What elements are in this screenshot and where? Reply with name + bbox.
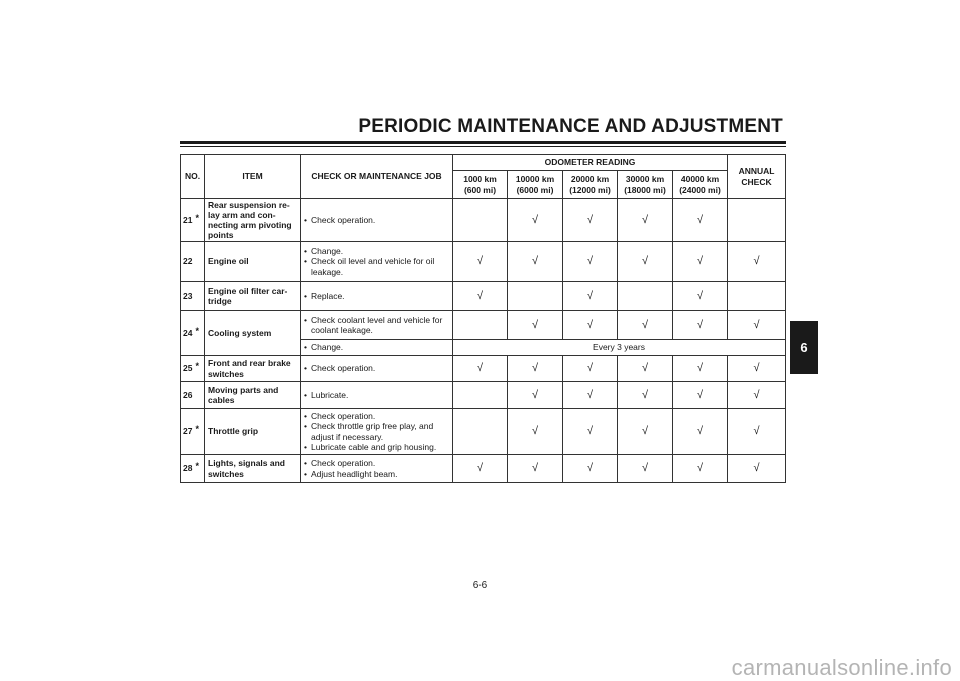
item-name: Cooling system [205, 311, 301, 356]
job-cell [301, 409, 453, 455]
dealer-service-asterisk: * [195, 325, 199, 336]
item-name: Moving parts and cables [205, 382, 301, 409]
chapter-tab[interactable]: 6 [790, 321, 818, 374]
page-title: PERIODIC MAINTENANCE AND ADJUSTMENT [358, 116, 783, 137]
row-number-cell [181, 356, 205, 382]
check-mark: √ [586, 462, 594, 475]
job-cell [301, 356, 453, 382]
maintenance-table [180, 154, 786, 483]
table-row [181, 282, 786, 311]
job-cell [301, 455, 453, 483]
job-list [304, 215, 452, 225]
check-mark: √ [696, 289, 704, 302]
check-mark: √ [696, 318, 704, 331]
annual-check-cell [728, 356, 786, 382]
job-list [304, 458, 452, 478]
page-number: 6-6 [472, 580, 488, 591]
job-item: • Check coolant level and vehicle for coolant leakage. [304, 315, 452, 335]
check-mark: √ [753, 425, 760, 438]
table-row [181, 311, 786, 340]
row-number: 24 [183, 327, 193, 338]
check-mark: √ [586, 289, 594, 302]
item-name: Engine oil [205, 242, 301, 282]
job-list [304, 363, 452, 373]
job-cell [301, 282, 453, 311]
interval-check-cell [563, 356, 618, 382]
check-mark: √ [586, 213, 594, 226]
interval-check-cell [453, 199, 508, 242]
check-mark: √ [531, 425, 539, 438]
job-list [304, 246, 452, 276]
job-list [304, 315, 452, 335]
interval-check-cell [618, 409, 673, 455]
annual-check-cell [728, 282, 786, 311]
interval-check-cell [508, 311, 563, 340]
check-mark: √ [641, 388, 649, 401]
interval-check-cell [508, 455, 563, 483]
check-mark: √ [586, 255, 594, 268]
check-mark: √ [696, 255, 704, 268]
check-mark: √ [641, 318, 649, 331]
check-mark: √ [696, 388, 704, 401]
job-item: • Change. [304, 246, 452, 256]
check-mark: √ [531, 388, 539, 401]
interval-note: Every 3 years [453, 340, 786, 356]
check-mark: √ [531, 318, 539, 331]
header-interval [453, 171, 508, 199]
annual-check-cell [728, 242, 786, 282]
job-cell [301, 311, 453, 340]
interval-check-cell [618, 455, 673, 483]
interval-km: 40000 km [680, 174, 720, 185]
interval-mi: (18000 mi) [624, 184, 666, 195]
row-number-cell [181, 311, 205, 356]
check-mark: √ [586, 425, 594, 438]
row-number: 22 [183, 256, 193, 267]
job-cell [301, 242, 453, 282]
annual-check-cell [728, 409, 786, 455]
check-mark: √ [641, 362, 649, 375]
check-mark: √ [641, 462, 649, 475]
annual-check-cell [728, 455, 786, 483]
interval-check-cell [563, 382, 618, 409]
item-name: Throttle grip [205, 409, 301, 455]
job-item: • Check throttle grip free play, and adjust if necessary. [304, 421, 452, 441]
interval-check-cell [453, 311, 508, 340]
item-name: Lights, signals and switches [205, 455, 301, 483]
interval-check-cell [563, 409, 618, 455]
row-number-cell [181, 455, 205, 483]
header-interval [508, 171, 563, 199]
interval-check-cell [618, 311, 673, 340]
header-interval [673, 171, 728, 199]
table-row [181, 455, 786, 483]
interval-check-cell [508, 282, 563, 311]
check-mark: √ [641, 425, 649, 438]
table-row [181, 199, 786, 242]
check-mark: √ [696, 462, 704, 475]
interval-check-cell [618, 356, 673, 382]
row-number-cell [181, 242, 205, 282]
interval-km: 20000 km [570, 174, 610, 185]
watermark: carmanualsonline.info [731, 655, 952, 680]
interval-check-cell [673, 409, 728, 455]
interval-km: 1000 km [463, 174, 497, 185]
job-item: • Check operation. [304, 411, 452, 421]
job-cell [301, 199, 453, 242]
row-number: 21 [183, 214, 193, 225]
check-mark: √ [753, 388, 760, 401]
row-number-cell [181, 199, 205, 242]
interval-check-cell [673, 382, 728, 409]
interval-km: 30000 km [625, 174, 665, 185]
check-mark: √ [753, 318, 760, 331]
table-body [181, 199, 786, 483]
interval-check-cell [673, 199, 728, 242]
job-list [304, 411, 452, 451]
interval-check-cell [453, 382, 508, 409]
job-item: • Check operation. [304, 363, 452, 373]
interval-check-cell [508, 382, 563, 409]
row-number-cell [181, 282, 205, 311]
interval-check-cell [563, 199, 618, 242]
dealer-service-asterisk: * [195, 361, 199, 372]
header-interval [563, 171, 618, 199]
interval-check-cell [453, 455, 508, 483]
check-mark: √ [476, 462, 484, 475]
interval-mi: (600 mi) [463, 184, 497, 195]
annual-check-cell [728, 382, 786, 409]
check-mark: √ [641, 213, 649, 226]
check-mark: √ [753, 255, 760, 268]
job-cell [301, 382, 453, 409]
interval-mi: (12000 mi) [569, 184, 611, 195]
interval-check-cell [508, 199, 563, 242]
job-item: • Change. [304, 342, 452, 352]
check-mark: √ [531, 362, 539, 375]
interval-check-cell [673, 311, 728, 340]
annual-check-cell [728, 199, 786, 242]
check-mark: √ [476, 362, 484, 375]
job-item: • Check operation. [304, 458, 452, 468]
interval-check-cell [673, 455, 728, 483]
header-job: CHECK OR MAINTENANCE JOB [301, 155, 453, 199]
interval-check-cell [453, 282, 508, 311]
interval-check-cell [453, 409, 508, 455]
check-mark: √ [531, 462, 539, 475]
interval-mi: (6000 mi) [516, 184, 554, 195]
item-name: Rear suspension re-lay arm and con-necting arm pivoting points [205, 199, 301, 242]
interval-check-cell [563, 242, 618, 282]
job-item: • Check oil level and vehicle for oil leakage. [304, 256, 452, 276]
table-row [181, 382, 786, 409]
job-list [304, 390, 452, 400]
interval-check-cell [618, 242, 673, 282]
row-number: 28 [183, 463, 193, 474]
interval-check-cell [618, 199, 673, 242]
row-number-cell [181, 409, 205, 455]
job-list [304, 291, 452, 301]
table-row [181, 356, 786, 382]
check-mark: √ [696, 425, 704, 438]
interval-km: 10000 km [515, 174, 555, 185]
interval-check-cell [563, 311, 618, 340]
interval-check-cell [563, 455, 618, 483]
header-item: ITEM [205, 155, 301, 199]
row-number-cell [181, 382, 205, 409]
interval-check-cell [453, 356, 508, 382]
row-number: 25 [183, 363, 193, 374]
row-number: 27 [183, 426, 193, 437]
interval-check-cell [618, 382, 673, 409]
interval-check-cell [673, 356, 728, 382]
title-rule-thin [180, 146, 786, 147]
job-item: • Replace. [304, 291, 452, 301]
job-list [304, 342, 452, 352]
header-odometer: ODOMETER READING [453, 155, 728, 171]
job-item: • Lubricate. [304, 390, 452, 400]
title-rule-thick [180, 141, 786, 144]
job-cell [301, 340, 453, 356]
item-name: Engine oil filter car-tridge [205, 282, 301, 311]
check-mark: √ [586, 388, 594, 401]
interval-check-cell [508, 242, 563, 282]
interval-check-cell [618, 282, 673, 311]
table-row [181, 242, 786, 282]
row-number: 23 [183, 290, 193, 301]
interval-check-cell [453, 242, 508, 282]
check-mark: √ [476, 289, 484, 302]
table-row [181, 409, 786, 455]
item-name: Front and rear brake switches [205, 356, 301, 382]
header-no: NO. [181, 155, 205, 199]
row-number: 26 [183, 389, 193, 400]
check-mark: √ [586, 318, 594, 331]
check-mark: √ [753, 462, 760, 475]
job-item: • Check operation. [304, 215, 452, 225]
check-mark: √ [531, 213, 539, 226]
interval-check-cell [673, 242, 728, 282]
check-mark: √ [586, 362, 594, 375]
dealer-service-asterisk: * [195, 424, 199, 435]
check-mark: √ [531, 255, 539, 268]
interval-check-cell [563, 282, 618, 311]
interval-mi: (24000 mi) [679, 184, 721, 195]
interval-check-cell [673, 282, 728, 311]
job-item: • Adjust headlight beam. [304, 469, 452, 479]
interval-check-cell [508, 356, 563, 382]
annual-check-cell [728, 311, 786, 340]
check-mark: √ [696, 362, 704, 375]
dealer-service-asterisk: * [195, 212, 199, 223]
check-mark: √ [476, 255, 484, 268]
check-mark: √ [753, 362, 760, 375]
interval-check-cell [508, 409, 563, 455]
job-item: • Lubricate cable and grip housing. [304, 442, 452, 452]
header-interval [618, 171, 673, 199]
header-annual: ANNUAL CHECK [728, 155, 786, 199]
check-mark: √ [641, 255, 649, 268]
check-mark: √ [696, 213, 704, 226]
dealer-service-asterisk: * [195, 461, 199, 472]
